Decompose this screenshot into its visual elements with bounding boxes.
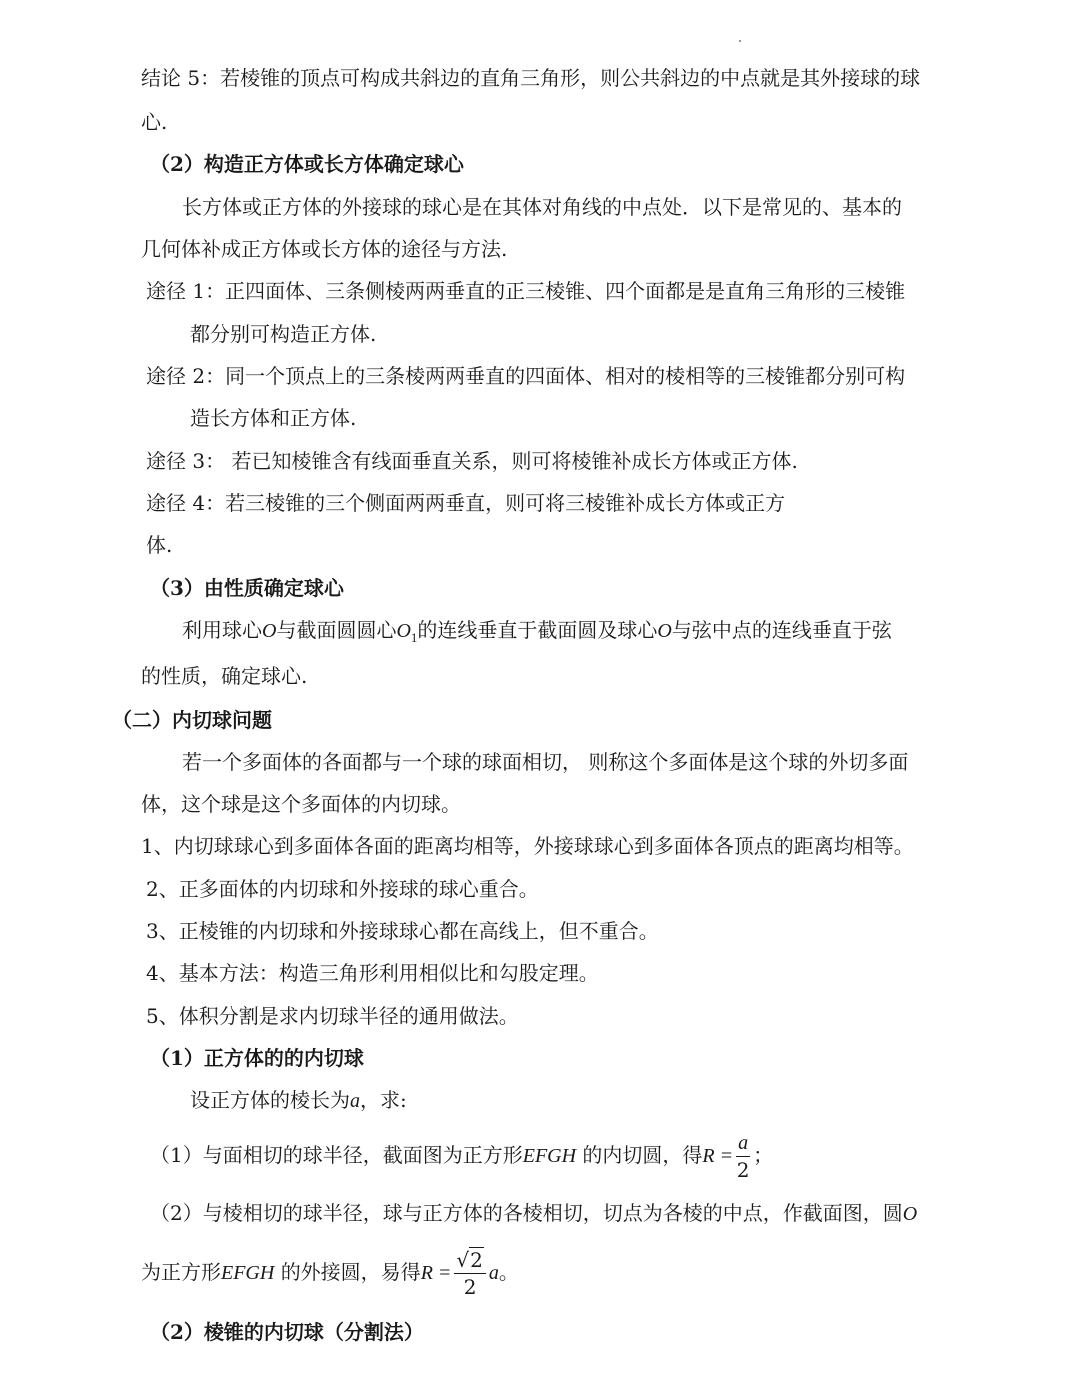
section3-line1: 利用球心O与截面圆圆心$O_1$的连线垂直于截面圆及球心O与弦中点的连线垂直于弦 xyxy=(182,618,892,645)
cube-case1: （1）与面相切的球半径，截面图为正方形EFGH 的内切圆，得R = $\frac{a}{2}$ ； xyxy=(150,1132,774,1182)
section3-line2: 的性质，确定球心. xyxy=(141,664,308,688)
part2-intro-line2: 体，这个球是这个多面体的内切球。 xyxy=(141,792,461,816)
var-o: O xyxy=(902,1203,918,1225)
cube-case2-line2: 为正方形EFGH 的外接圆，易得R = $\frac{√2}{2}$ a。 xyxy=(141,1248,519,1299)
scan-speck xyxy=(739,40,741,42)
var-efgh: EFGH xyxy=(522,1145,577,1167)
fraction-a-over-2: $\frac{a}{2}$ xyxy=(736,1132,750,1182)
cube-case2-line1: （2）与棱相切的球半径，球与正方体的各棱相切，切点为各棱的中点，作截面图，圆O xyxy=(150,1201,918,1225)
section3-heading: （3）由性质确定球心 xyxy=(150,576,344,600)
equation-r: R = xyxy=(420,1262,452,1284)
cube-setup: 设正方体的棱长为a，求: xyxy=(190,1088,407,1112)
point-1: 1、内切球球心到多面体各面的距离均相等，外接球球心到多面体各顶点的距离均相等。 xyxy=(141,834,914,858)
path1-line2: 都分别可构造正方体. xyxy=(190,322,377,346)
path3-line1: 途径 3： 若已知棱锥含有线面垂直关系，则可将棱锥补成长方体或正方体. xyxy=(146,449,798,473)
var-o1: O xyxy=(396,620,411,642)
point-4: 4、基本方法：构造三角形利用相似比和勾股定理。 xyxy=(146,961,599,985)
equation-r: R = xyxy=(702,1145,734,1167)
conclusion5-line1: 结论 5：若棱锥的顶点可构成共斜边的直角三角形，则公共斜边的中点就是其外接球的球 xyxy=(141,66,921,90)
path2-line2: 造长方体和正方体. xyxy=(190,406,357,430)
part2-heading: （二）内切球问题 xyxy=(112,708,272,732)
cube-heading: （1）正方体的的内切球 xyxy=(150,1046,364,1070)
path4-line2: 体. xyxy=(146,533,173,557)
path2-line1: 途径 2：同一个顶点上的三条棱两两垂直的四面体、相对的棱相等的三棱锥都分别可构 xyxy=(146,364,906,388)
point-5: 5、体积分割是求内切球半径的通用做法。 xyxy=(146,1004,519,1028)
var-a: a xyxy=(350,1090,360,1112)
var-o: O xyxy=(262,620,277,642)
pyramid-heading: （2）棱锥的内切球（分割法） xyxy=(150,1320,424,1344)
var-o: O xyxy=(657,620,672,642)
sqrt-symbol: √2 xyxy=(456,1248,483,1272)
var-a: a xyxy=(488,1262,499,1284)
point-3: 3、正棱锥的内切球和外接球球心都在高线上，但不重合。 xyxy=(146,919,659,943)
section2-intro-line1: 长方体或正方体的外接球的球心是在其体对角线的中点处．以下是常见的、基本的 xyxy=(182,195,902,219)
point-2: 2、正多面体的内切球和外接球的球心重合。 xyxy=(146,877,539,901)
conclusion5-line2: 心. xyxy=(141,110,168,134)
section2-heading: （2）构造正方体或长方体确定球心 xyxy=(150,152,464,176)
section2-intro-line2: 几何体补成正方体或长方体的途径与方法. xyxy=(141,237,508,261)
path4-line1: 途径 4：若三棱锥的三个侧面两两垂直，则可将三棱锥补成长方体或正方 xyxy=(146,491,786,515)
part2-intro-line1: 若一个多面体的各面都与一个球的球面相切， 则称这个多面体是这个球的外切多面 xyxy=(182,750,909,774)
path1-line1: 途径 1：正四面体、三条侧棱两两垂直的正三棱锥、四个面都是是直角三角形的三棱锥 xyxy=(146,279,906,303)
fraction-sqrt2-over-2: $\frac{√2}{2}$ xyxy=(454,1250,485,1297)
var-efgh: EFGH xyxy=(221,1262,275,1284)
subscript-1: 1 xyxy=(410,630,418,645)
